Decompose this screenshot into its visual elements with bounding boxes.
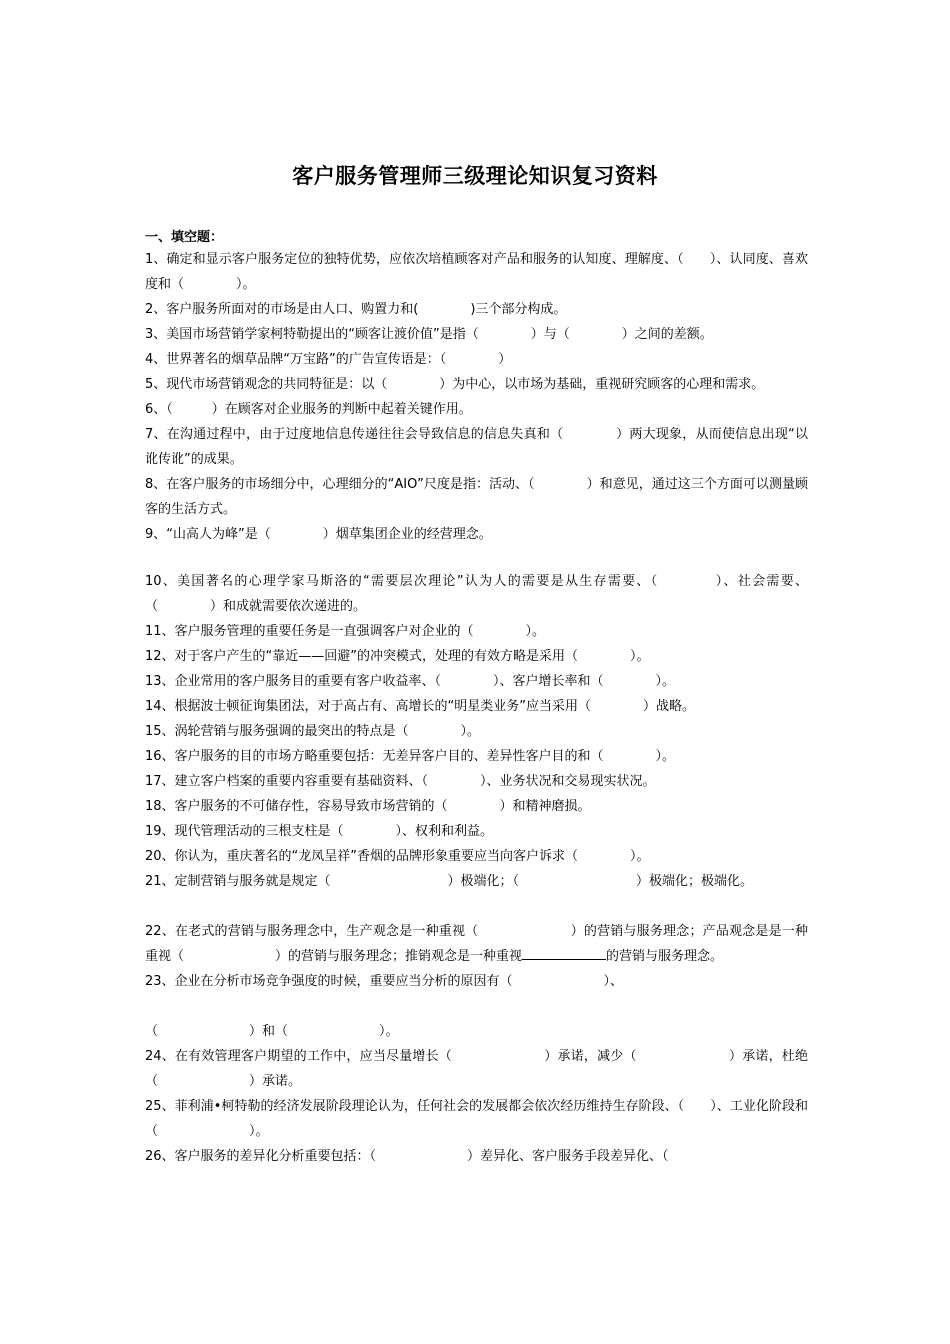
question-16: 16、客户服务的目的市场方略重要包括：无差异客户目的、差异性客户目的和（ ）。 bbox=[145, 749, 676, 764]
section-heading: 一、填空题： bbox=[145, 230, 224, 245]
question-13: 13、企业常用的客户服务目的重要有客户收益率、（ ）、客户增长率和（ ）。 bbox=[145, 674, 676, 689]
spacer bbox=[145, 994, 808, 1019]
question-5: 5、现代市场营销观念的共同特征是：以（ ）为中心，以市场为基础，重视研究顾客的心理和需求。 bbox=[145, 377, 765, 392]
question-7: 7、在沟通过程中，由于过度地信息传递往往会导致信息的信息失真和（ ）两大现象，从而使信息出现“以讹传讹”的成果。 bbox=[145, 427, 808, 467]
question-8: 8、在客户服务的市场细分中，心理细分的“AIO”尺度是指：活动、（ ）和意见，通过这三个方面可以测量顾客的生活方式。 bbox=[145, 477, 808, 517]
question-23: 23、企业在分析市场竞争强度的时候，重要应当分析的原因有（ ）、 bbox=[145, 974, 624, 989]
question-list bbox=[145, 247, 808, 1169]
question-2: 2、客户服务所面对的市场是由人口、购置力和( )三个部分构成。 bbox=[145, 302, 567, 317]
question-15: 15、涡轮营销与服务强调的最突出的特点是（ ）。 bbox=[145, 724, 481, 739]
question-26: 26、客户服务的差异化分析重要包括：（ ）差异化、客户服务手段差异化、（ bbox=[145, 1149, 669, 1164]
question-17: 17、建立客户档案的重要内容重要有基础资料、（ ）、业务状况和交易现实状况。 bbox=[145, 774, 656, 789]
question-12: 12、对于客户产生的“靠近——回避”的冲突模式，处理的有效方略是采用（ ）。 bbox=[145, 649, 650, 664]
spacer bbox=[145, 547, 808, 569]
question-25: 25、菲利浦•柯特勒的经济发展阶段理论认为，任何社会的发展都会依次经历维持生存阶段、（ ）、工业化阶段和（ ）。 bbox=[145, 1099, 808, 1139]
question-24: 24、在有效管理客户期望的工作中，应当尽量增长（ ）承诺，减少（ ）承诺，杜绝（ ）承诺。 bbox=[145, 1049, 808, 1089]
question-22 bbox=[145, 919, 808, 969]
question-18: 18、客户服务的不可储存性，容易导致市场营销的（ ）和精神磨损。 bbox=[145, 799, 591, 814]
question-10: 10、美国著名的心理学家马斯洛的“需要层次理论”认为人的需要是从生存需要、（ ）、社会需要、（ ）和成就需要依次递进的。 bbox=[145, 574, 808, 614]
document-title: 客户服务管理师三级理论知识复习资料 bbox=[292, 164, 658, 188]
question-6: 6、（ ）在顾客对企业服务的判断中起着关键作用。 bbox=[145, 402, 472, 417]
question-21: 21、定制营销与服务就是规定（ ）极端化；（ ）极端化；极端化。 bbox=[145, 874, 754, 889]
question-1: 1、确定和显示客户服务定位的独特优势，应依次培植顾客对产品和服务的认知度、理解度、（ ）、认同度、喜欢度和（ ）。 bbox=[145, 252, 808, 292]
question-23-continued: （ ）和（ ）。 bbox=[145, 1024, 399, 1039]
question-22-tail: 的营销与服务理念。 bbox=[606, 949, 724, 964]
question-4: 4、世界著名的烟草品牌“万宝路”的广告宣传语是：（ ） bbox=[145, 352, 512, 367]
spacer bbox=[145, 894, 808, 919]
question-3: 3、美国市场营销学家柯特勒提出的“顾客让渡价值”是指（ ）与（ ）之间的差额。 bbox=[145, 327, 713, 342]
question-9: 9、“山高人为峰”是（ ）烟草集团企业的经营理念。 bbox=[145, 527, 492, 542]
question-11: 11、客户服务管理的重要任务是一直强调客户对企业的（ ）。 bbox=[145, 624, 546, 639]
question-14: 14、根据波士顿征询集团法，对于高占有、高增长的“明星类业务”应当采用（ ）战略。 bbox=[145, 699, 696, 714]
question-22-text: 22、在老式的营销与服务理念中，生产观念是一种重视（ ）的营销与服务理念；产品观念是是一种重视（ ）的营销与服务理念；推销观念是一种重视 bbox=[145, 924, 808, 964]
question-19: 19、现代管理活动的三根支柱是（ ）、权利和利益。 bbox=[145, 824, 494, 839]
question-20: 20、你认为，重庆著名的“龙凤呈祥”香烟的品牌形象重要应当向客户诉求（ ）。 bbox=[145, 849, 650, 864]
answer-underline bbox=[522, 945, 606, 960]
